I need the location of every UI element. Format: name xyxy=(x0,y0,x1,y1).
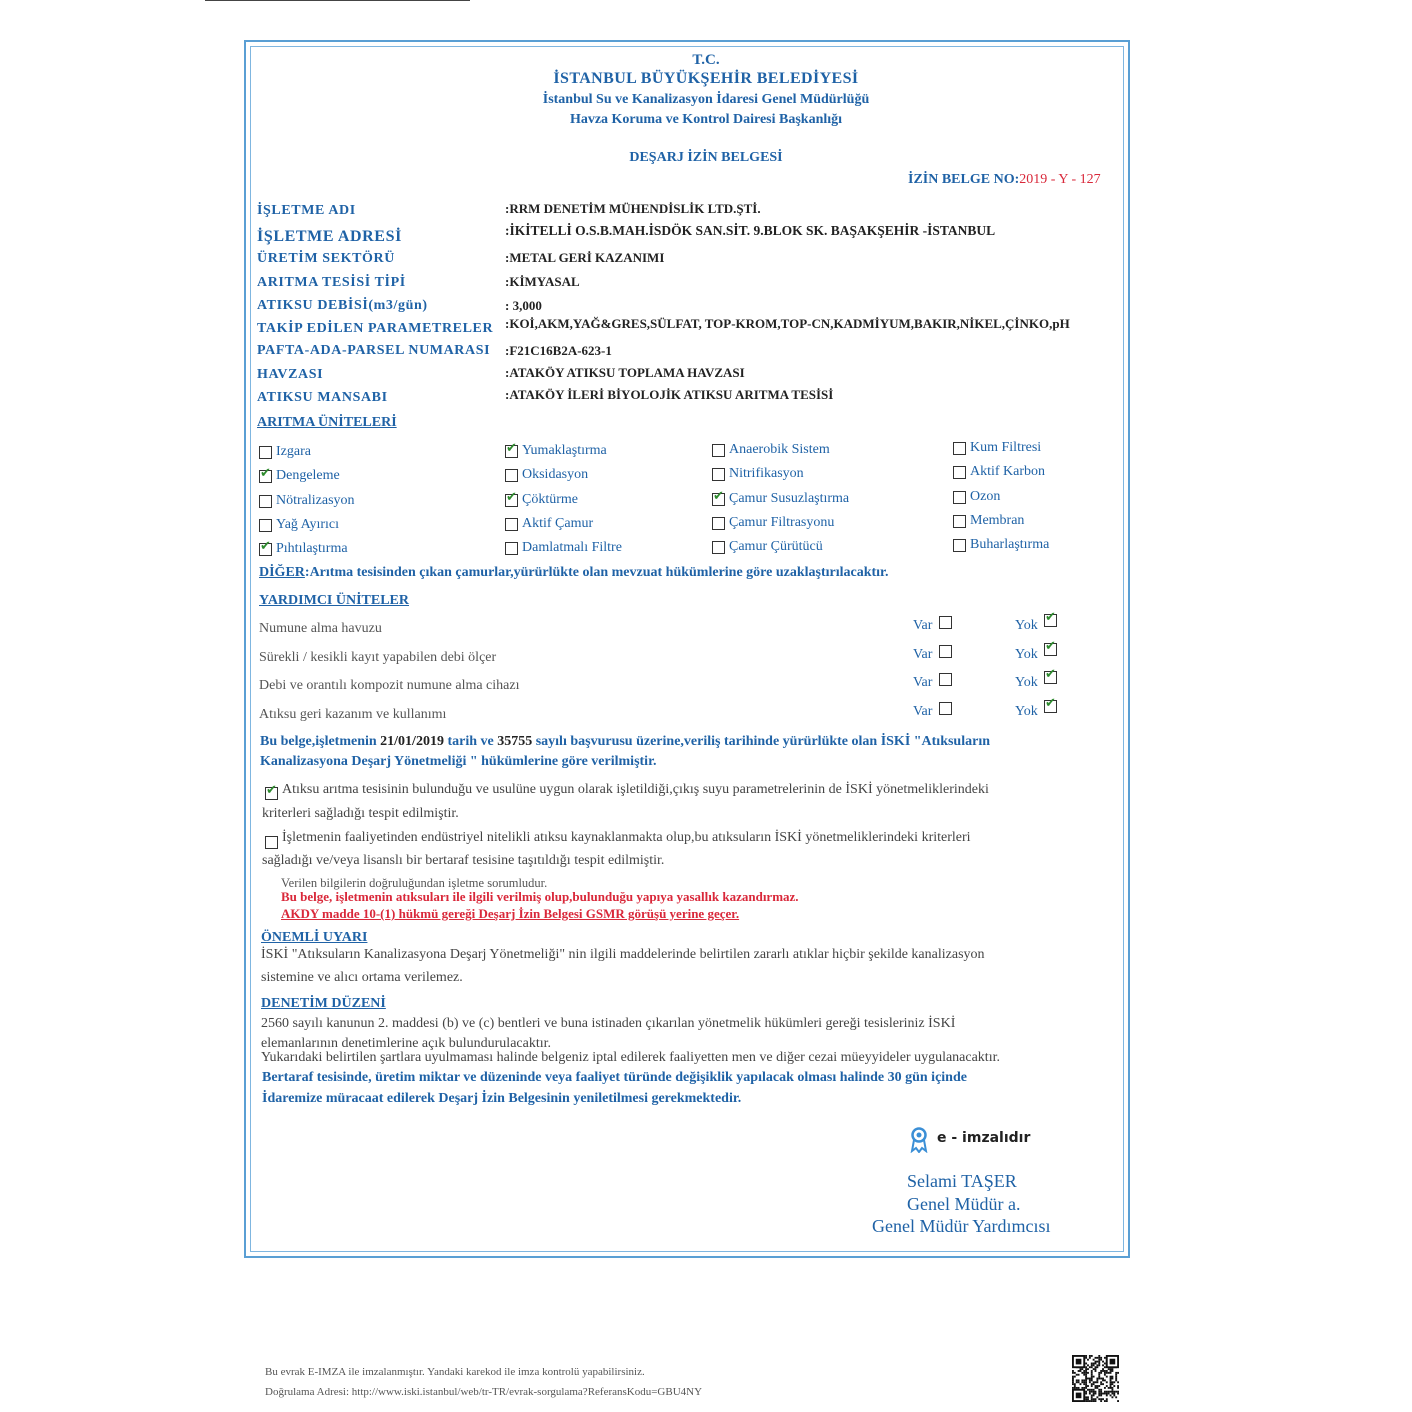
treatment-unit-label: Anaerobik Sistem xyxy=(729,441,830,457)
field-value-parameters: :KOİ,AKM,YAĞ&GRES,SÜLFAT, TOP-KROM,TOP-CN,KADMİYUM,BAKIR,NİKEL,ÇİNKO,pH xyxy=(505,316,1070,331)
field-value-business-name: :RRM DENETİM MÜHENDİSLİK LTD.ŞTİ. xyxy=(505,201,761,216)
warning-title: ÖNEMLİ UYARI xyxy=(261,930,368,945)
field-label-parcel-number: PAFTA-ADA-PARSEL NUMARASI xyxy=(257,343,491,358)
treatment-checkbox[interactable] xyxy=(712,468,725,481)
treatment-unit-label: Oksidasyon xyxy=(522,466,589,482)
field-label-business-name: İŞLETME ADI xyxy=(257,203,356,218)
var-checkbox[interactable] xyxy=(939,616,952,629)
inspection-bold-line2: İdaremize müracaat edilerek Deşarj İzin Belgesinin yeniletilmesi gerekmektedir. xyxy=(262,1091,742,1106)
warning-line2: sistemine ve alıcı ortama verilemez. xyxy=(261,970,463,985)
treatment-checkbox[interactable] xyxy=(953,491,966,504)
declaration-1-line1: Atıksu arıtma tesisinin bulunduğu ve usulüne uygun olarak işletildiği,çıkış suyu parametrelerinin de İSKİ yönetmeliklerindeki xyxy=(282,782,989,797)
treatment-unit-label: Kum Filtresi xyxy=(970,440,1042,456)
permit-number-value: 2019 - Y - 127 xyxy=(1019,172,1101,187)
field-label-business-address: İŞLETME ADRESİ xyxy=(257,228,402,245)
field-label-parameters: TAKİP EDİLEN PARAMETRELER xyxy=(257,321,494,336)
treatment-unit-label: Yağ Ayırıcı xyxy=(276,517,340,532)
treatment-checkbox[interactable] xyxy=(953,466,966,479)
var-label: Var xyxy=(913,675,933,690)
other-note xyxy=(259,565,889,581)
treatment-unit-label: Aktif Çamur xyxy=(522,515,594,531)
auxiliary-unit-label: Sürekli / kesikli kayıt yapabilen debi ölçer xyxy=(259,650,497,665)
document-title: DEŞARJ İZİN BELGESİ xyxy=(629,150,783,165)
inspection-line2: elemanlarının denetimlerine açık bulundurulacaktır. xyxy=(261,1036,552,1051)
treatment-unit-label: Damlatmalı Filtre xyxy=(522,539,622,555)
application-date: 21/01/2019 xyxy=(380,734,444,749)
other-text: :Arıtma tesisinden çıkan çamurlar,yürürlükte olan mevzuat hükümlerine göre uzaklaştırılacaktır. xyxy=(304,565,889,580)
field-value-sector: :METAL GERİ KAZANIMI xyxy=(505,250,665,265)
footer-verify-address: Doğrulama Adresi: http://www.iski.istanbul/web/tr-TR/evrak-sorgulama?ReferansKodu=GBU4NY xyxy=(265,1386,703,1398)
field-value-plant-type: :KİMYASAL xyxy=(505,274,580,289)
akdy-note: AKDY madde 10-(1) hükmü gereği Deşarj İzin Belgesi GSMR görüşü yerine geçer. xyxy=(281,906,740,921)
declaration-2-checkbox[interactable] xyxy=(265,836,278,849)
treatment-checkbox[interactable] xyxy=(712,517,725,530)
treatment-unit-label: Çamur Susuzlaştırma xyxy=(729,490,850,506)
yok-checkbox[interactable] xyxy=(1044,671,1057,684)
field-label-flow-rate: ATIKSU DEBİSİ(m3/gün) xyxy=(257,298,428,313)
var-label: Var xyxy=(913,704,933,719)
treatment-checkbox[interactable] xyxy=(259,495,272,508)
yok-label: Yok xyxy=(1015,704,1038,719)
declaration-2-line2: sağladığı ve/veya lisanslı bir bertaraf tesisine taşıtıldığı tespit edilmiştir. xyxy=(262,853,665,868)
var-checkbox[interactable] xyxy=(939,645,952,658)
yok-label: Yok xyxy=(1015,618,1038,633)
header-municipality: İSTANBUL BÜYÜKŞEHİR BELEDİYESİ xyxy=(553,70,859,87)
treatment-unit-label: Nötralizasyon xyxy=(276,493,355,508)
yok-label: Yok xyxy=(1015,647,1038,662)
treatment-checkbox[interactable] xyxy=(259,446,272,459)
treatment-unit-label: Çöktürme xyxy=(522,491,578,507)
signatory-title-2: Genel Müdür Yardımcısı xyxy=(872,1216,1051,1236)
field-value-basin: :ATAKÖY ATIKSU TOPLAMA HAVZASI xyxy=(505,365,745,380)
treatment-unit-label: Pıhtılaştırma xyxy=(276,541,348,556)
treatment-checkbox[interactable] xyxy=(259,470,272,483)
header-tc: T.C. xyxy=(692,52,720,68)
declaration-1-checkbox[interactable] xyxy=(265,787,278,800)
treatment-unit-label: Buharlaştırma xyxy=(970,537,1050,553)
statement-line2: Kanalizasyona Deşarj Yönetmeliği " hükümlerine göre verilmiştir. xyxy=(260,754,657,769)
field-value-business-address: :İKİTELLİ O.S.B.MAH.İSDÖK SAN.SİT. 9.BLOK SK. BAŞAKŞEHİR -İSTANBUL xyxy=(505,223,996,238)
declaration-1-line2: kriterleri sağladığı tespit edilmiştir. xyxy=(262,806,459,821)
treatment-checkbox[interactable] xyxy=(712,541,725,554)
treatment-checkbox[interactable] xyxy=(953,539,966,552)
responsibility-note: Verilen bilgilerin doğruluğundan işletme sorumludur. xyxy=(281,876,548,890)
yok-checkbox[interactable] xyxy=(1044,700,1057,713)
header-department: Havza Koruma ve Kontrol Dairesi Başkanlığı xyxy=(569,112,843,127)
field-value-flow-rate: : 3,000 xyxy=(505,298,542,313)
application-number: 35755 xyxy=(497,734,533,749)
e-signature-icon xyxy=(909,1127,929,1153)
signatory-title-1: Genel Müdür a. xyxy=(907,1194,1021,1214)
statement-text-3: sayılı başvurusu üzerine,veriliş tarihinde yürürlükte olan İSKİ "Atıksuların xyxy=(535,734,991,749)
permit-number xyxy=(908,172,1101,188)
statement-text-2: tarih ve xyxy=(447,734,494,749)
permit-number-label: İZİN BELGE NO: xyxy=(908,172,1020,187)
field-label-outlet: ATIKSU MANSABI xyxy=(257,390,388,405)
field-label-basin: HAVZASI xyxy=(257,367,324,382)
treatment-checkbox[interactable] xyxy=(505,518,518,531)
yok-checkbox[interactable] xyxy=(1044,614,1057,627)
warning-line1: İSKİ "Atıksuların Kanalizasyona Deşarj Yönetmeliği" nin ilgili maddelerinde belirtilen zararlı atıklar hiçbir şekilde kanalizasyon xyxy=(261,947,985,962)
auxiliary-unit-label: Atıksu geri kazanım ve kullanımı xyxy=(259,707,447,722)
field-value-parcel-number: :F21C16B2A-623-1 xyxy=(505,343,612,358)
footer-esign-note: Bu evrak E-IMZA ile imzalanmıştır. Yandaki karekod ile imza kontrolü yapabilirsiniz. xyxy=(265,1366,645,1378)
var-label: Var xyxy=(913,647,933,662)
treatment-unit-label: Yumaklaştırma xyxy=(522,442,607,458)
var-label: Var xyxy=(913,618,933,633)
treatment-checkbox[interactable] xyxy=(712,493,725,506)
inspection-line1: 2560 sayılı kanunun 2. maddesi (b) ve (c) bentleri ve buna istinaden çıkarılan yönetmelik hükümleri gereği tesisleriniz İSKİ xyxy=(261,1016,956,1031)
yok-checkbox[interactable] xyxy=(1044,643,1057,656)
treatment-units-title: ARITMA ÜNİTELERİ xyxy=(257,415,397,430)
treatment-unit-label: Aktif Karbon xyxy=(970,464,1046,480)
treatment-checkbox[interactable] xyxy=(953,442,966,455)
treatment-unit-label: Çamur Filtrasyonu xyxy=(729,514,835,530)
treatment-unit-label: Çamur Çürütücü xyxy=(729,538,823,554)
treatment-checkbox[interactable] xyxy=(505,469,518,482)
verification-qr-code[interactable] xyxy=(1072,1355,1119,1402)
signatory-name: Selami TAŞER xyxy=(907,1171,1017,1191)
var-checkbox[interactable] xyxy=(939,673,952,686)
treatment-checkbox[interactable] xyxy=(259,519,272,532)
field-value-outlet: :ATAKÖY İLERİ BİYOLOJİK ATIKSU ARITMA TESİSİ xyxy=(505,387,834,402)
scan-top-line xyxy=(205,0,470,1)
field-label-sector: ÜRETİM SEKTÖRÜ xyxy=(257,251,395,266)
treatment-checkbox[interactable] xyxy=(505,494,518,507)
inspection-title: DENETİM DÜZENİ xyxy=(261,996,386,1011)
treatment-unit-label: Dengeleme xyxy=(276,468,340,483)
e-signature-label: e - imzalıdır xyxy=(937,1130,1031,1146)
yok-label: Yok xyxy=(1015,675,1038,690)
auxiliary-unit-label: Numune alma havuzu xyxy=(259,621,382,636)
auxiliary-units-title: YARDIMCI ÜNİTELER xyxy=(259,593,410,608)
inspection-bold-line1: Bertaraf tesisinde, üretim miktar ve düzeninde veya faaliyet türünde değişiklik yapılacak olması halinde 30 gün içinde xyxy=(262,1070,967,1085)
treatment-checkbox[interactable] xyxy=(259,543,272,556)
header-directorate: İstanbul Su ve Kanalizasyon İdaresi Genel Müdürlüğü xyxy=(542,92,870,107)
treatment-checkbox[interactable] xyxy=(712,444,725,457)
statement-line1 xyxy=(260,734,990,750)
treatment-unit-label: Membran xyxy=(970,513,1025,529)
treatment-unit-label: Nitrifikasyon xyxy=(729,465,804,481)
declaration-2-line1: İşletmenin faaliyetinden endüstriyel nitelikli atıksu kaynaklanmakta olup,bu atıksuların İSKİ yönetmeliklerindeki kriterleri xyxy=(282,830,971,845)
treatment-checkbox[interactable] xyxy=(505,542,518,555)
field-label-plant-type: ARITMA TESİSİ TİPİ xyxy=(257,275,406,290)
auxiliary-unit-label: Debi ve orantılı kompozit numune alma cihazı xyxy=(259,678,520,693)
inspection-line3: Yukarıdaki belirtilen şartlara uyulmaması halinde belgeniz iptal edilerek faaliyetten men ve diğer cezai müeyyideler uygulanacaktır. xyxy=(261,1050,1000,1065)
treatment-unit-label: Izgara xyxy=(276,444,311,459)
legal-note: Bu belge, işletmenin atıksuları ile ilgili verilmiş olup,bulunduğu yapıya yasallık kazandırmaz. xyxy=(281,889,799,904)
var-checkbox[interactable] xyxy=(939,702,952,715)
treatment-checkbox[interactable] xyxy=(505,445,518,458)
other-label: DİĞER xyxy=(259,565,305,580)
treatment-checkbox[interactable] xyxy=(953,515,966,528)
treatment-unit-label: Ozon xyxy=(970,489,1001,505)
statement-text-1: Bu belge,işletmenin xyxy=(260,734,377,749)
